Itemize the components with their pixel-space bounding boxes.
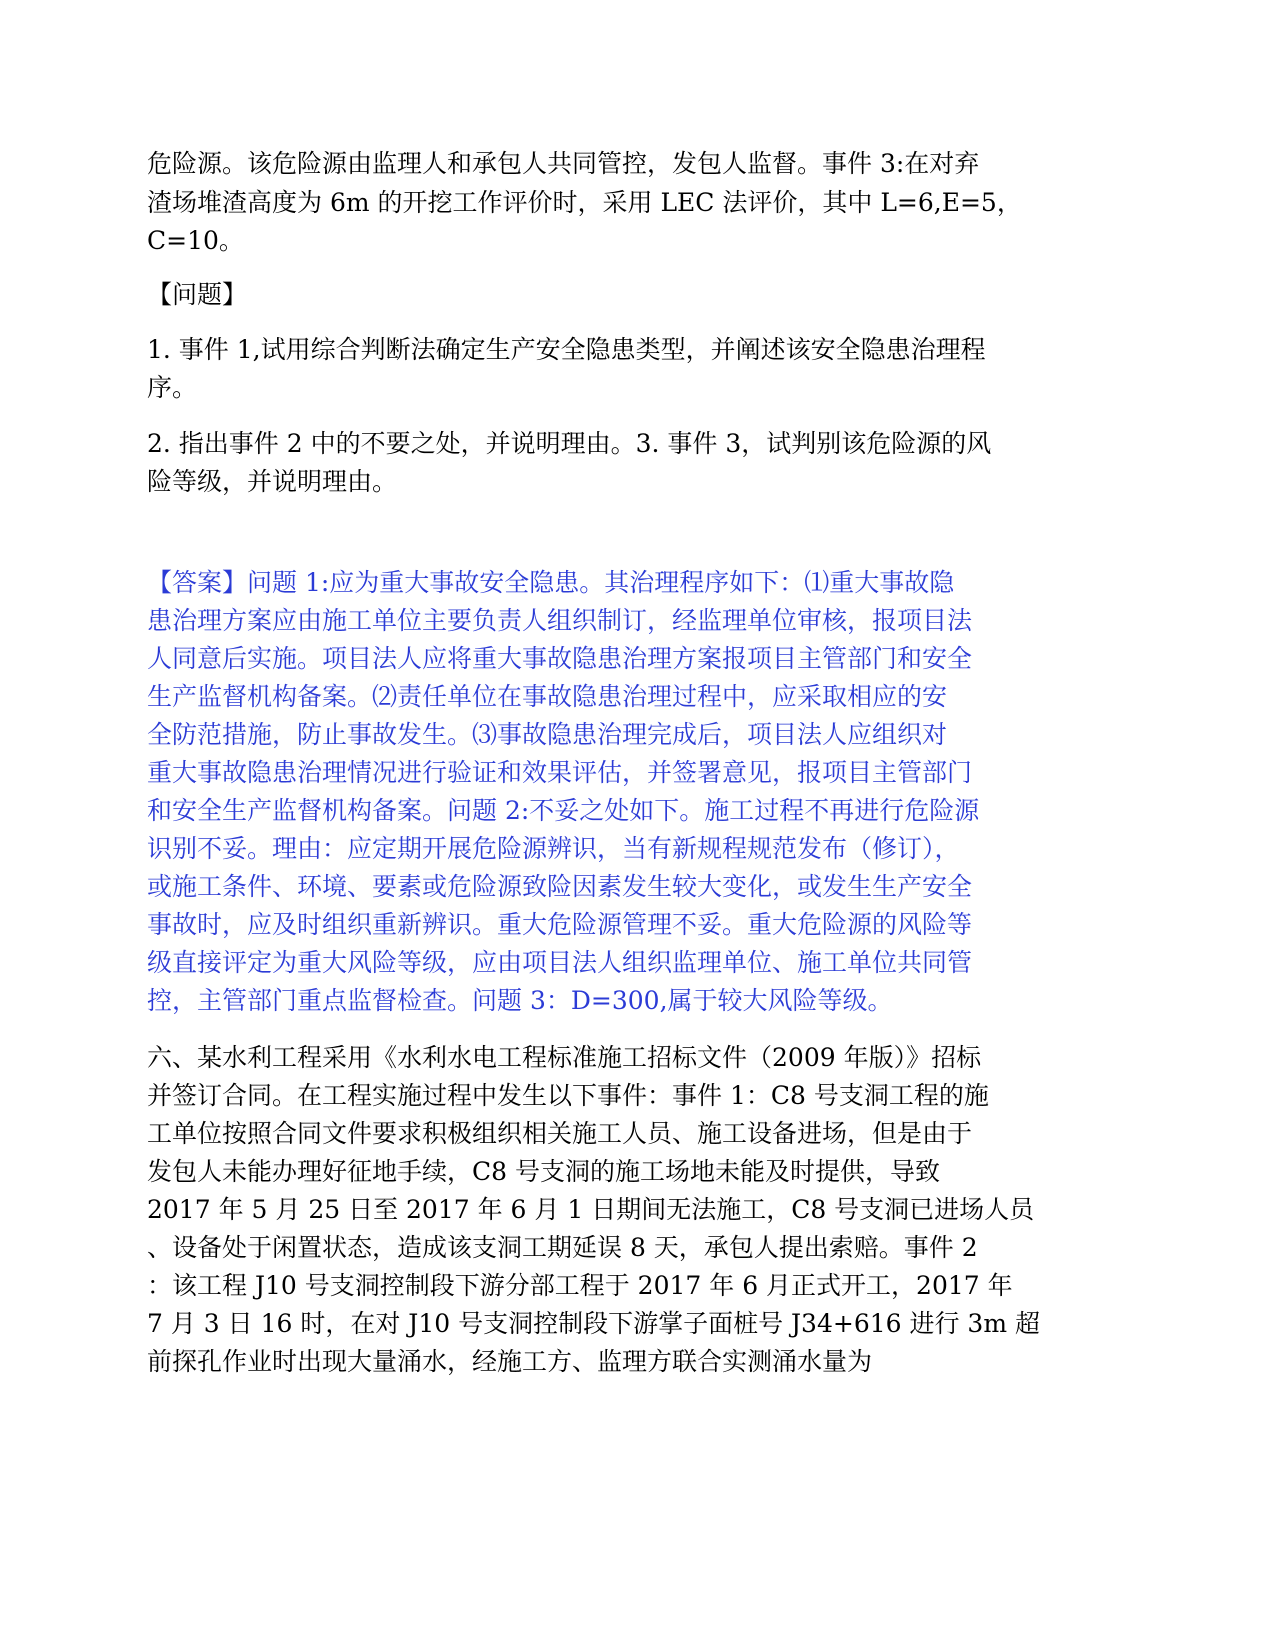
answer-line: 人同意后实施。项目法人应将重大事故隐患治理方案报项目主管部门和安全 xyxy=(147,644,973,673)
section-six-line: 2017 年 5 月 25 日至 2017 年 6 月 1 日期间无法施工，C8 号支洞已进场人员 xyxy=(147,1195,1035,1224)
question-2-line: 2. 指出事件 2 中的不要之处，并说明理由。3. 事件 3，试判别该危险源的风 xyxy=(147,429,992,458)
answer-line: 患治理方案应由施工单位主要负责人组织制订，经监理单位审核，报项目法 xyxy=(147,606,973,635)
answer-line: 和安全生产监督机构备案。问题 2:不妥之处如下。施工过程不再进行危险源 xyxy=(147,796,980,825)
answer-line: 事故时，应及时组织重新辨识。重大危险源管理不妥。重大危险源的风险等 xyxy=(147,910,973,939)
answer-line: 级直接评定为重大风险等级，应由项目法人组织监理单位、施工单位共同管 xyxy=(147,948,973,977)
answer-line: 重大事故隐患治理情况进行验证和效果评估，并签署意见，报项目主管部门 xyxy=(147,758,973,787)
answer-line: 或施工条件、环境、要素或危险源致险因素发生较大变化，或发生生产安全 xyxy=(147,872,973,901)
section-six-line: 前探孔作业时出现大量涌水，经施工方、监理方联合实测涌水量为 xyxy=(147,1347,873,1376)
question-1-line: 序。 xyxy=(147,373,198,402)
answer-line: 全防范措施，防止事故发生。⑶事故隐患治理完成后，项目法人应组织对 xyxy=(147,720,948,749)
question-2-line: 险等级，并说明理由。 xyxy=(147,467,398,496)
answer-line: 【答案】问题 1:应为重大事故安全隐患。其治理程序如下：⑴重大事故隐 xyxy=(147,568,955,597)
question-heading: 【问题】 xyxy=(147,280,248,309)
section-six-line: 工单位按照合同文件要求积极组织相关施工人员、施工设备进场，但是由于 xyxy=(147,1119,973,1148)
section-six-line: 六、某水利工程采用《水利水电工程标准施工招标文件（2009 年版）》招标 xyxy=(147,1043,982,1072)
section-six-line: 并签订合同。在工程实施过程中发生以下事件：事件 1：C8 号支洞工程的施 xyxy=(147,1081,989,1110)
intro-line: 渣场堆渣高度为 6m 的开挖工作评价时，采用 LEC 法评价，其中 L=6,E=5， xyxy=(147,188,1022,217)
section-six-line: 发包人未能办理好征地手续，C8 号支洞的施工场地未能及时提供，导致 xyxy=(147,1157,940,1186)
answer-line: 识别不妥。理由：应定期开展危险源辨识，当有新规程规范发布（修订）， xyxy=(147,834,960,863)
section-six-line: 7 月 3 日 16 时，在对 J10 号支洞控制段下游掌子面桩号 J34+616 进行 3m 超 xyxy=(147,1309,1040,1338)
section-six-line: 、设备处于闲置状态，造成该支洞工期延误 8 天，承包人提出索赔。事件 2 xyxy=(147,1233,978,1262)
answer-line: 控，主管部门重点监督检查。问题 3：D=300,属于较大风险等级。 xyxy=(147,986,893,1015)
intro-line: C=10。 xyxy=(147,226,244,255)
answer-line: 生产监督机构备案。⑵责任单位在事故隐患治理过程中，应采取相应的安 xyxy=(147,682,948,711)
section-six-line: ：该工程 J10 号支洞控制段下游分部工程于 2017 年 6 月正式开工，2017 年 xyxy=(147,1271,1013,1300)
intro-line: 危险源。该危险源由监理人和承包人共同管控，发包人监督。事件 3:在对弃 xyxy=(147,149,980,178)
question-1-line: 1. 事件 1,试用综合判断法确定生产安全隐患类型，并阐述该安全隐患治理程 xyxy=(147,335,986,364)
